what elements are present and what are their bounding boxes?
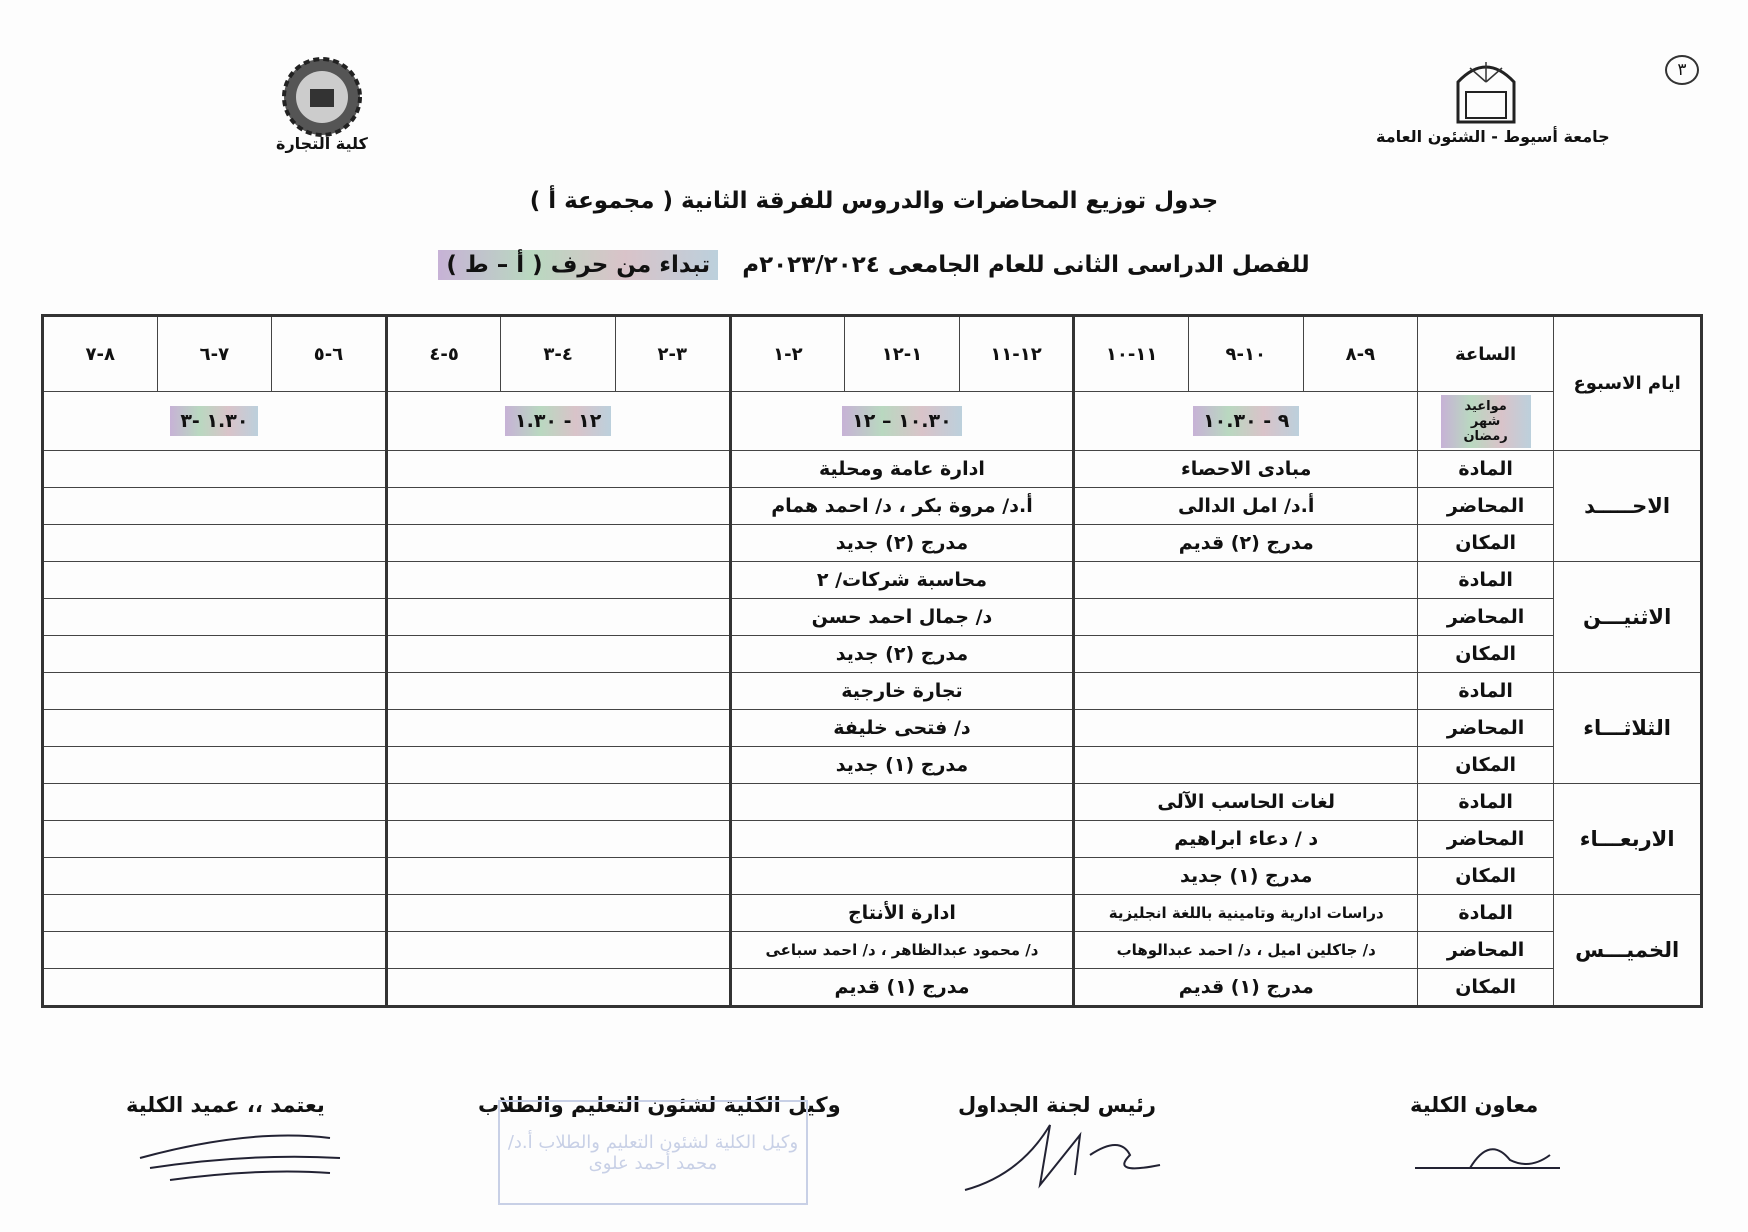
schedule-cell bbox=[43, 932, 387, 969]
hour-column-header: ٨-٧ bbox=[43, 316, 158, 392]
schedule-table bbox=[41, 314, 1703, 1008]
schedule-cell: مدرج (١) جديد bbox=[1074, 858, 1418, 895]
row-label: المادة bbox=[1418, 673, 1554, 710]
schedule-cell bbox=[43, 451, 387, 488]
table-row bbox=[43, 636, 1702, 673]
hour-column-header: ١٠-٩ bbox=[1188, 316, 1303, 392]
page-number: ٣ bbox=[1665, 55, 1699, 85]
subtitle-highlight: تبداء من حرف ( أ – ط ) bbox=[438, 250, 718, 280]
hour-column-header: ٤-٣ bbox=[501, 316, 616, 392]
table-row bbox=[43, 858, 1702, 895]
schedule-cell bbox=[386, 858, 730, 895]
table-row bbox=[43, 784, 1702, 821]
schedule-cell bbox=[43, 969, 387, 1007]
schedule-cell bbox=[1074, 747, 1418, 784]
table-row bbox=[43, 969, 1702, 1007]
day-name: الاربعـــاء bbox=[1554, 784, 1702, 895]
schedule-cell bbox=[43, 710, 387, 747]
schedule-cell bbox=[386, 747, 730, 784]
ramadan-slot: ١.٣٠ -٣ bbox=[170, 406, 258, 436]
table-row bbox=[43, 895, 1702, 932]
schedule-cell bbox=[1074, 673, 1418, 710]
official-stamp: وكيل الكلية لشئون التعليم والطلاب أ.د/ محمد أحمد علوى bbox=[498, 1100, 808, 1205]
schedule-cell bbox=[43, 821, 387, 858]
schedule-cell bbox=[43, 895, 387, 932]
schedule-cell bbox=[43, 858, 387, 895]
schedule-cell bbox=[1074, 710, 1418, 747]
schedule-cell: مدرج (٢) جديد bbox=[730, 636, 1074, 673]
schedule-cell: مدرج (٢) جديد bbox=[730, 525, 1074, 562]
hour-column-header: ٣-٢ bbox=[615, 316, 730, 392]
schedule-cell bbox=[1074, 636, 1418, 673]
hour-column-header: ٢-١ bbox=[730, 316, 845, 392]
schedule-cell: مدرج (٢) قديم bbox=[1074, 525, 1418, 562]
schedule-cell: د/ جمال احمد حسن bbox=[730, 599, 1074, 636]
hour-column-header: ٥-٤ bbox=[386, 316, 501, 392]
schedule-cell bbox=[43, 673, 387, 710]
table-row bbox=[43, 525, 1702, 562]
table-row bbox=[43, 932, 1702, 969]
table-row bbox=[43, 710, 1702, 747]
schedule-cell bbox=[386, 821, 730, 858]
hour-label: الساعة bbox=[1418, 316, 1554, 392]
schedule-cell bbox=[43, 525, 387, 562]
schedule-cell bbox=[1074, 599, 1418, 636]
schedule-cell: مدرج (١) قديم bbox=[1074, 969, 1418, 1007]
schedule-cell bbox=[386, 673, 730, 710]
right-caption: جامعة أسيوط - الشئون العامة bbox=[1376, 127, 1610, 146]
schedule-cell: د / دعاء ابراهيم bbox=[1074, 821, 1418, 858]
hour-column-header: ٩-٨ bbox=[1303, 316, 1418, 392]
document-title: جدول توزيع المحاضرات والدروس للفرقة الثانية ( مجموعة أ ) bbox=[529, 188, 1219, 214]
schedule-cell: تجارة خارجية bbox=[730, 673, 1074, 710]
row-label: المحاضر bbox=[1418, 710, 1554, 747]
schedule-cell bbox=[386, 969, 730, 1007]
schedule-cell: أ.د/ امل الدالى bbox=[1074, 488, 1418, 525]
day-name: الاحـــــد bbox=[1554, 451, 1702, 562]
schedule-cell bbox=[386, 636, 730, 673]
schedule-cell: مبادى الاحصاء bbox=[1074, 451, 1418, 488]
handwritten-signature bbox=[1410, 1130, 1570, 1180]
table-row bbox=[43, 562, 1702, 599]
schedule-cell bbox=[386, 525, 730, 562]
document-subtitle bbox=[0, 252, 1748, 278]
table-row bbox=[43, 673, 1702, 710]
table-row bbox=[43, 599, 1702, 636]
schedule-cell: مدرج (١) جديد bbox=[730, 747, 1074, 784]
schedule-cell: دراسات ادارية وتامينية باللغة انجليزية bbox=[1074, 895, 1418, 932]
schedule-cell bbox=[43, 599, 387, 636]
row-label: المحاضر bbox=[1418, 821, 1554, 858]
schedule-cell bbox=[386, 932, 730, 969]
day-name: الثلاثـــاء bbox=[1554, 673, 1702, 784]
handwritten-signature bbox=[960, 1105, 1170, 1200]
hour-column-header: ٦-٥ bbox=[272, 316, 387, 392]
row-label: المحاضر bbox=[1418, 932, 1554, 969]
schedule-cell bbox=[386, 895, 730, 932]
row-label: المكان bbox=[1418, 969, 1554, 1007]
schedule-cell bbox=[730, 821, 1074, 858]
schedule-cell bbox=[43, 562, 387, 599]
schedule-cell bbox=[43, 488, 387, 525]
ramadan-slot: ١٠.٣٠ – ١٢ bbox=[842, 406, 962, 436]
schedule-cell bbox=[1074, 562, 1418, 599]
signature-assistant: معاون الكلية bbox=[1410, 1093, 1539, 1117]
hour-column-header: ١٢-١١ bbox=[959, 316, 1074, 392]
table-row bbox=[43, 488, 1702, 525]
schedule-cell: لغات الحاسب الآلى bbox=[1074, 784, 1418, 821]
row-label: المكان bbox=[1418, 636, 1554, 673]
schedule-cell bbox=[386, 710, 730, 747]
schedule-cell bbox=[730, 858, 1074, 895]
row-label: المكان bbox=[1418, 747, 1554, 784]
schedule-cell: د/ فتحى خليفة bbox=[730, 710, 1074, 747]
schedule-cell bbox=[730, 784, 1074, 821]
row-label: المادة bbox=[1418, 451, 1554, 488]
schedule-cell bbox=[386, 488, 730, 525]
signature-schedules-committee: رئيس لجنة الجداول bbox=[958, 1093, 1157, 1117]
hour-column-header: ٧-٦ bbox=[157, 316, 272, 392]
schedule-cell bbox=[43, 784, 387, 821]
row-label: المادة bbox=[1418, 895, 1554, 932]
row-label: المحاضر bbox=[1418, 599, 1554, 636]
faculty-of-commerce-logo bbox=[280, 55, 364, 139]
table-row bbox=[43, 821, 1702, 858]
schedule-cell: د/ جاكلين اميل ، د/ احمد عبدالوهاب bbox=[1074, 932, 1418, 969]
schedule-cell bbox=[386, 784, 730, 821]
schedule-cell bbox=[386, 562, 730, 599]
schedule-cell bbox=[43, 636, 387, 673]
schedule-cell bbox=[386, 451, 730, 488]
schedule-cell bbox=[43, 747, 387, 784]
schedule-cell: مدرج (١) قديم bbox=[730, 969, 1074, 1007]
ramadan-label: مواعيد شهر رمضان bbox=[1441, 395, 1531, 448]
handwritten-signature bbox=[130, 1118, 350, 1188]
days-header: ايام الاسبوع bbox=[1554, 316, 1702, 451]
ramadan-slot: ٩ - ١٠.٣٠ bbox=[1193, 406, 1299, 436]
schedule-cell: ادارة الأنتاج bbox=[730, 895, 1074, 932]
schedule-cell: ادارة عامة ومحلية bbox=[730, 451, 1074, 488]
signature-dean: يعتمد ،، عميد الكلية bbox=[126, 1093, 325, 1117]
schedule-cell: أ.د/ مروة بكر ، د/ احمد همام bbox=[730, 488, 1074, 525]
row-label: المادة bbox=[1418, 784, 1554, 821]
assiut-university-logo bbox=[1448, 52, 1524, 128]
schedule-cell: د/ محمود عبدالظاهر ، د/ احمد سباعى bbox=[730, 932, 1074, 969]
ramadan-slot: ١٢ - ١.٣٠ bbox=[505, 406, 611, 436]
schedule-cell: محاسبة شركات/ ٢ bbox=[730, 562, 1074, 599]
day-name: الاثنيـــن bbox=[1554, 562, 1702, 673]
row-label: المكان bbox=[1418, 525, 1554, 562]
schedule-cell bbox=[386, 599, 730, 636]
subtitle-text: للفصل الدراسى الثانى للعام الجامعى ٢٠٢٣/٢٠٢٤م bbox=[742, 252, 1310, 278]
row-label: المحاضر bbox=[1418, 488, 1554, 525]
left-caption: كلية التجارة bbox=[276, 134, 368, 153]
table-row bbox=[43, 747, 1702, 784]
row-label: المكان bbox=[1418, 858, 1554, 895]
signature-vice-dean: وكيل الكلية لشئون التعليم والطلاب bbox=[478, 1093, 841, 1117]
hour-column-header: ١١-١٠ bbox=[1074, 316, 1189, 392]
row-label: المادة bbox=[1418, 562, 1554, 599]
hour-column-header: ١-١٢ bbox=[845, 316, 960, 392]
day-name: الخميـــس bbox=[1554, 895, 1702, 1007]
table-row bbox=[43, 451, 1702, 488]
